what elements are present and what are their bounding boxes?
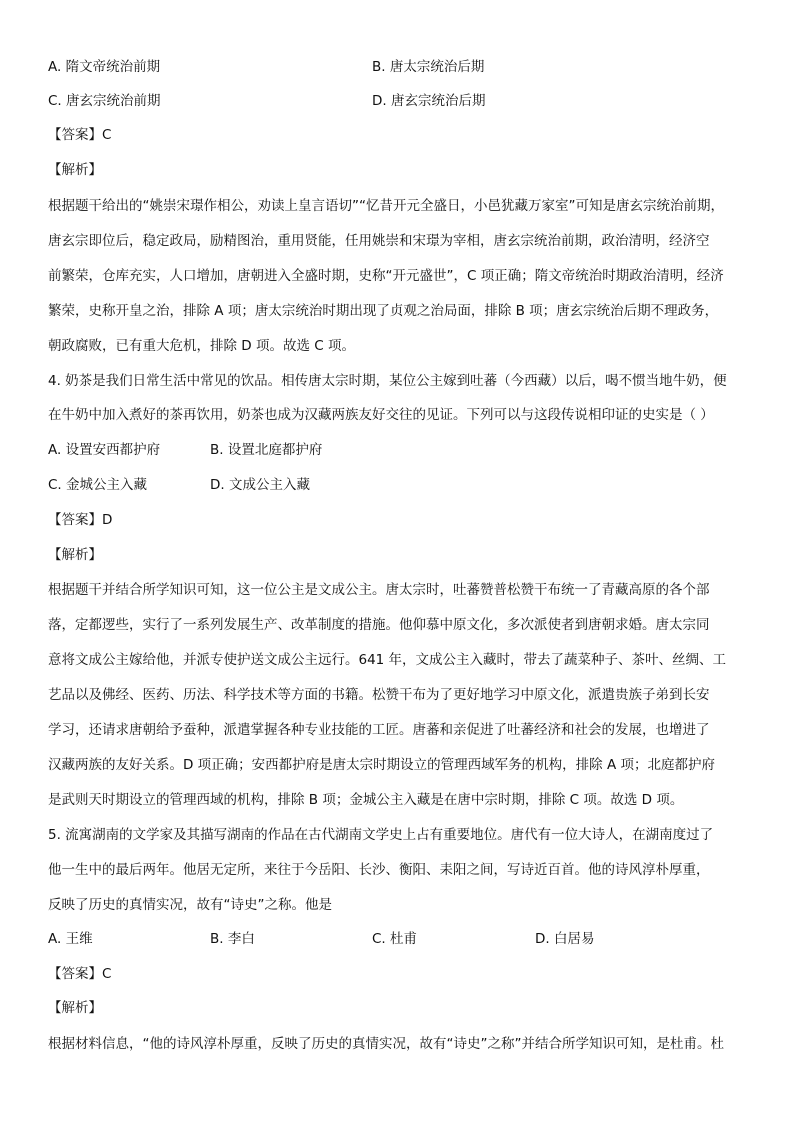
q4-analysis-line: 意将文成公主嫁给他，并派专使护送文成公主远行。641 年，文成公主入藏时，带去了蔬菜种子、茶叶、丝绸、工 bbox=[48, 652, 727, 668]
q4-analysis-line: 汉藏两族的友好关系。D 项正确；安西都护府是唐太宗时期设立的管理西域军务的机构，排除 A 项；北庭都护府 bbox=[48, 757, 716, 773]
q4-option-c: C. 金城公主入藏 bbox=[48, 477, 148, 493]
q5-answer: 【答案】C bbox=[48, 966, 112, 982]
q4-answer: 【答案】D bbox=[48, 512, 113, 528]
q4-option-b: B. 设置北庭都护府 bbox=[210, 442, 323, 458]
q5-stem-line: 反映了历史的真情实况，故有“诗史”之称。他是 bbox=[48, 897, 332, 913]
q3-answer: 【答案】C bbox=[48, 127, 112, 143]
q5-option-a: A. 王维 bbox=[48, 931, 93, 947]
q3-analysis-line: 繁荣，史称开皇之治，排除 A 项；唐太宗统治时期出现了贞观之治局面，排除 B 项；唐玄宗统治后期不理政务， bbox=[48, 303, 719, 319]
q4-analysis-line: 落，定都逻些，实行了一系列发展生产、改革制度的措施。他仰慕中原文化，多次派使者到唐朝求婚。唐太宗同 bbox=[48, 617, 710, 633]
q5-stem-line: 5. 流寓湖南的文学家及其描写湖南的作品在古代湖南文学史上占有重要地位。唐代有一位大诗人，在湖南度过了 bbox=[48, 827, 714, 843]
q4-analysis-line: 学习，还请求唐朝给予蚕种，派遣掌握各种专业技能的工匠。唐蕃和亲促进了吐蕃经济和社会的发展，也增进了 bbox=[48, 722, 710, 738]
q3-option-c: C. 唐玄宗统治前期 bbox=[48, 93, 161, 109]
q5-analysis-line: 根据材料信息，“他的诗风淳朴厚重，反映了历史的真情实况，故有“诗史”之称”并结合所学知识可知，是杜甫。杜 bbox=[48, 1036, 724, 1052]
q4-option-a: A. 设置安西都护府 bbox=[48, 442, 161, 458]
q3-analysis-line: 前繁荣，仓库充实，人口增加，唐朝进入全盛时期，史称“开元盛世”，C 项正确；隋文帝统治时期政治清明，经济 bbox=[48, 268, 724, 284]
q5-analysis-title: 【解析】 bbox=[48, 1000, 102, 1016]
q3-option-d: D. 唐玄宗统治后期 bbox=[372, 93, 486, 109]
q3-analysis-title: 【解析】 bbox=[48, 162, 102, 178]
q3-analysis-line: 唐玄宗即位后，稳定政局，励精图治，重用贤能，任用姚崇和宋璟为宰相，唐玄宗统治前期，政治清明，经济空 bbox=[48, 233, 710, 249]
q4-stem-line: 4. 奶茶是我们日常生活中常见的饮品。相传唐太宗时期，某位公主嫁到吐蕃（今西藏）以后，喝不惯当地牛奶，便 bbox=[48, 373, 727, 389]
q3-option-b: B. 唐太宗统治后期 bbox=[372, 59, 485, 75]
q4-option-d: D. 文成公主入藏 bbox=[210, 477, 310, 493]
q4-analysis-title: 【解析】 bbox=[48, 547, 102, 563]
q4-stem-line: 在牛奶中加入煮好的茶再饮用，奶茶也成为汉藏两族友好交往的见证。下列可以与这段传说相印证的史实是（ ） bbox=[48, 407, 714, 423]
q4-analysis-line: 是武则天时期设立的管理西域的机构，排除 B 项；金城公主入藏是在唐中宗时期，排除 C 项。故选 D 项。 bbox=[48, 792, 684, 808]
q5-stem-line: 他一生中的最后两年。他居无定所，来往于今岳阳、长沙、衡阳、耒阳之间，写诗近百首。他的诗风淳朴厚重， bbox=[48, 862, 710, 878]
q5-option-d: D. 白居易 bbox=[535, 931, 595, 947]
q5-option-b: B. 李白 bbox=[210, 931, 255, 947]
q4-analysis-line: 艺品以及佛经、医药、历法、科学技术等方面的书籍。松赞干布为了更好地学习中原文化，派遣贵族子弟到长安 bbox=[48, 687, 710, 703]
q5-option-c: C. 杜甫 bbox=[372, 931, 418, 947]
q3-analysis-line: 朝政腐败，已有重大危机，排除 D 项。故选 C 项。 bbox=[48, 338, 355, 354]
q3-option-a: A. 隋文帝统治前期 bbox=[48, 59, 161, 75]
q4-analysis-line: 根据题干并结合所学知识可知，这一位公主是文成公主。唐太宗时，吐蕃赞普松赞干布统一了青藏高原的各个部 bbox=[48, 582, 710, 598]
q3-analysis-line: 根据题干给出的“姚崇宋璟作相公，劝读上皇言语切”“忆昔开元全盛日，小邑犹藏万家室”可知是唐玄宗统治前期， bbox=[48, 198, 724, 214]
